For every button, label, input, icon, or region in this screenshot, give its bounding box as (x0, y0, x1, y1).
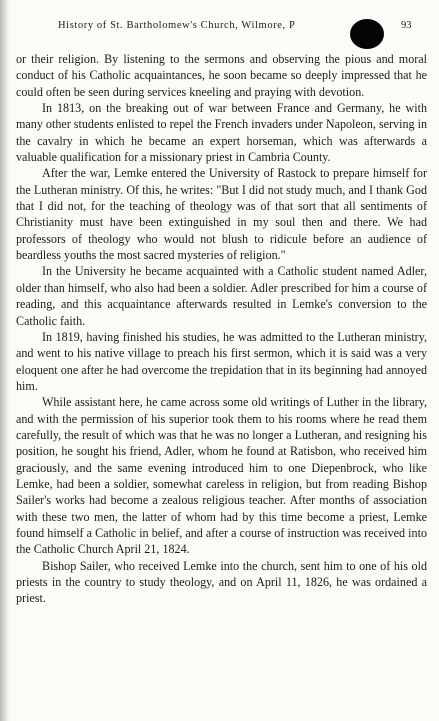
body-text (16, 51, 427, 607)
paragraph-university-rastock: After the war, Lemke entered the University of Rastock to prepare himself for the Lutheran ministry. Of this, he writes: "But I did not study much, and I thank God that I did not, for the teaching of theology was of that sort that all sentiments of Christianity must have been extinguished in my soul then and there. We had professors of theology who would not blush to ridicule before an audience of beardless youths the most sacred mysteries of religion." (16, 166, 427, 263)
paragraph-adler: In the University he became acquainted with a Catholic student named Adler, older than himself, who also had been a soldier. Adler prescribed for him a course of reading, and this acquaintance afterwards resulted in Lemke's conversion to the Catholic faith. (16, 264, 427, 328)
paragraph-ministry-1819: In 1819, having finished his studies, he was admitted to the Lutheran ministry, and went to his native village to preach his first sermon, which it is said was a very eloquent one after he had overcome the trepidation that in its beginning had annoyed him. (16, 329, 427, 393)
paragraph-conversion: While assistant here, he came across some old writings of Luther in the library, and with the permission of his superior took them to his rooms where he read them carefully, the result of which was that he was no longer a Lutheran, and resigning his position, he sought his friend, Adler, whom he found at Ratisbon, who received him graciously, and the same evening introduced him to one Diepenbrock, who like Lemke, had been a soldier, somewhat careless in religion, but from reading Bishop Sailer's works had become a zealous religious teacher. After months of association with these two men, the latter of whom had by this time become a priest, Lemke found himself a Catholic in belief, and after a course of instruction was received into the Catholic Church April 21, 1824. (16, 395, 427, 557)
paragraph-war-1813: In 1813, on the breaking out of war between France and Germany, he with many other students enlisted to repel the French invaders under Napoleon, serving in the cavalry in which he became an expert horseman, which was afterwards a valuable qualification for a missionary priest in Cambria County. (16, 101, 427, 165)
paragraph-continued: or their religion. By listening to the sermons and observing the pious and moral conduct of his Catholic acquaintances, he soon became so deeply impressed that he could often be seen during services kneeling and praying with devotion. (16, 52, 427, 99)
ink-blot (350, 19, 384, 49)
running-title: History of St. Bartholomew's Church, Wilmore, P (58, 20, 296, 31)
paragraph-ordination: Bishop Sailer, who received Lemke into the church, sent him to one of his old priests in the country to study theology, and on April 11, 1826, he was ordained a priest. (16, 558, 427, 606)
binding-shadow (0, 0, 10, 721)
page-number: 93 (401, 20, 412, 31)
